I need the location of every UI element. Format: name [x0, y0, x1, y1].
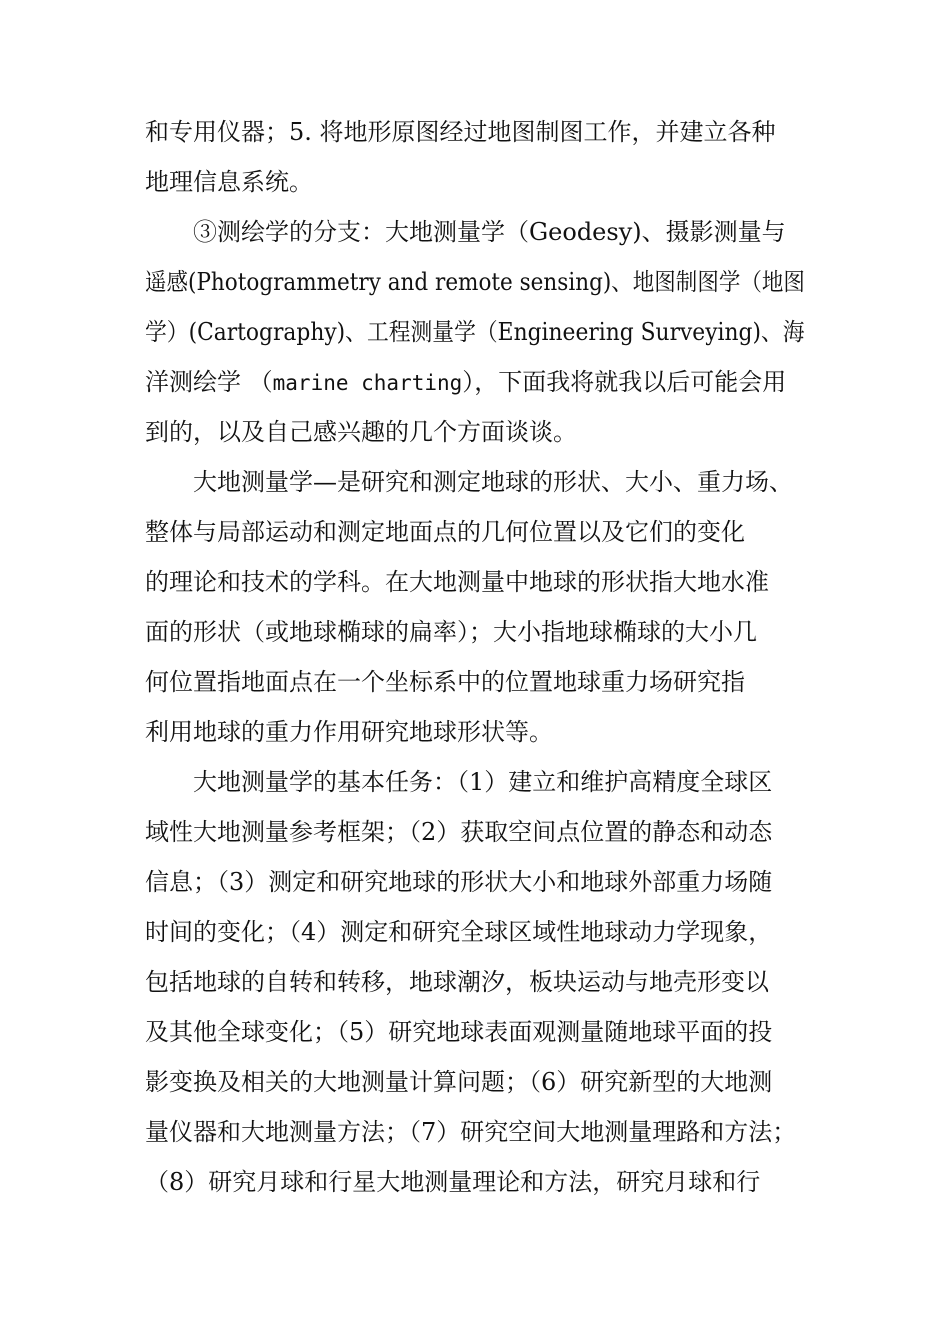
paragraph-line: 遥感(Photogrammetry and remote sensing)、地图制图学（地图 [145, 268, 805, 296]
paragraph-line: 地理信息系统。 [145, 168, 313, 196]
paragraph-line: 包括地球的自转和转移，地球潮汐，板块运动与地壳形变以 [145, 968, 769, 996]
paragraph-line: 和专用仪器；5. 将地形原图经过地图制图工作，并建立各种 [145, 118, 776, 146]
paragraph-line: 大地测量学—是研究和测定地球的形状、大小、重力场、 [193, 468, 793, 496]
paragraph-line: 学）(Cartography)、工程测量学（Engineering Surveying)、海 [145, 318, 805, 346]
line-segment: 洋测绘学 （ [145, 368, 273, 396]
paragraph-line: 量仪器和大地测量方法；（7）研究空间大地测量理路和方法； [145, 1118, 797, 1146]
paragraph-line: 大地测量学的基本任务：（1）建立和维护高精度全球区 [193, 768, 773, 796]
paragraph-line [145, 362, 805, 402]
paragraph-line: 时间的变化；（4）测定和研究全球区域性地球动力学现象， [145, 918, 773, 946]
line-segment-mono: marine charting [272, 371, 463, 395]
paragraph-line: （8）研究月球和行星大地测量理论和方法，研究月球和行 [145, 1168, 761, 1196]
paragraph-line: 域性大地测量参考框架；（2）获取空间点位置的静态和动态 [145, 818, 773, 846]
paragraph-line: 及其他全球变化；（5）研究地球表面观测量随地球平面的投 [145, 1018, 773, 1046]
paragraph-line: 何位置指地面点在一个坐标系中的位置地球重力场研究指 [145, 668, 745, 696]
paragraph-line: 到的，以及自己感兴趣的几个方面谈谈。 [145, 418, 577, 446]
paragraph-line: 的理论和技术的学科。在大地测量中地球的形状指大地水准 [145, 568, 769, 596]
paragraph-line: ③测绘学的分支：大地测量学（Geodesy)、摄影测量与 [193, 218, 786, 246]
paragraph-line: 信息；（3）测定和研究地球的形状大小和地球外部重力场随 [145, 868, 773, 896]
paragraph-line: 面的形状（或地球椭球的扁率）；大小指地球椭球的大小几 [145, 618, 757, 646]
paragraph-line: 整体与局部运动和测定地面点的几何位置以及它们的变化 [145, 518, 745, 546]
line-segment: ），下面我将就我以后可能会用 [462, 368, 787, 396]
paragraph-line: 影变换及相关的大地测量计算问题；（6）研究新型的大地测 [145, 1068, 773, 1096]
paragraph-line: 利用地球的重力作用研究地球形状等。 [145, 718, 553, 746]
